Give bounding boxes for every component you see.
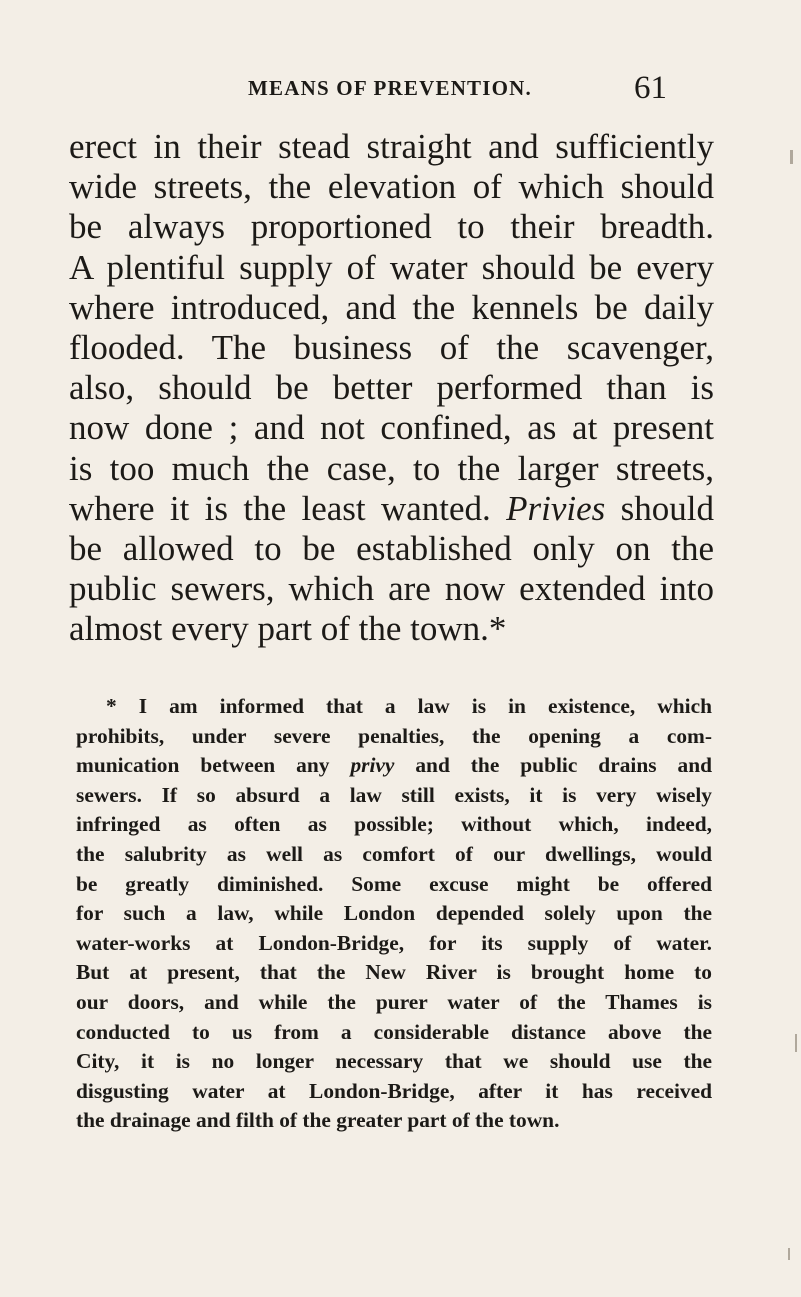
body-text-segment: where it is the least wanted. <box>69 488 491 528</box>
footnote-line: disgusting water at London-Bridge, after it has received <box>76 1078 712 1103</box>
body-line: flooded. The business of the scavenger, <box>69 328 714 368</box>
footnote-line: But at present, that the New River is brought home to <box>76 960 712 985</box>
footnote-text-segment: and the public drains and <box>415 753 713 778</box>
italic-word: Privies <box>506 488 606 528</box>
footnote-line: our doors, and while the purer water of the Thames is <box>76 989 712 1014</box>
main-text <box>69 127 714 650</box>
body-line: wide streets, the elevation of which should <box>69 167 714 207</box>
footnote-line: sewers. If so absurd a law still exists, it is very wisely <box>76 782 712 807</box>
body-text-segment: should <box>620 488 715 528</box>
page-blemish <box>795 1034 797 1052</box>
running-head <box>0 70 801 110</box>
body-line: be allowed to be established only on the <box>69 529 714 569</box>
body-line: where introduced, and the kennels be daily <box>69 287 714 327</box>
body-line: public sewers, which are now extended into <box>69 569 714 609</box>
footnote-line: for such a law, while London depended solely upon the <box>76 901 712 926</box>
running-title: MEANS OF PREVENTION. <box>248 76 532 100</box>
body-line: is too much the case, to the larger streets, <box>69 448 714 488</box>
page-blemish <box>790 150 793 164</box>
footnote-line: conducted to us from a considerable distance above the <box>76 1019 712 1044</box>
footnote-text-segment: munication between any <box>76 753 330 778</box>
footnote-line: infringed as often as possible; without which, indeed, <box>76 812 712 837</box>
body-line: be always proportioned to their breadth. <box>69 207 714 247</box>
body-line: A plentiful supply of water should be every <box>69 247 714 287</box>
footnote-line: water-works at London-Bridge, for its supply of water. <box>76 930 712 955</box>
body-line: almost every part of the town.* <box>69 609 507 649</box>
body-line: now done ; and not confined, as at present <box>69 408 714 448</box>
italic-word: privy <box>350 753 395 778</box>
body-line-with-italic <box>69 489 714 529</box>
footnote-line-with-italic <box>76 751 712 781</box>
body-line: erect in their stead straight and sufficiently <box>69 127 714 166</box>
footnote-line: the drainage and filth of the greater part of the town. <box>76 1108 560 1133</box>
body-line: also, should be better performed than is <box>69 368 714 408</box>
page-number: 61 <box>634 70 667 106</box>
footnote-line: * I am informed that a law is in existence, which <box>106 694 712 718</box>
footnote <box>76 692 712 1136</box>
footnote-line: City, it is no longer necessary that we should use the <box>76 1049 712 1074</box>
footnote-line: prohibits, under severe penalties, the opening a com- <box>76 723 712 748</box>
page-blemish <box>788 1248 790 1260</box>
footnote-line: be greatly diminished. Some excuse might be offered <box>76 871 712 896</box>
footnote-line: the salubrity as well as comfort of our dwellings, would <box>76 841 712 866</box>
